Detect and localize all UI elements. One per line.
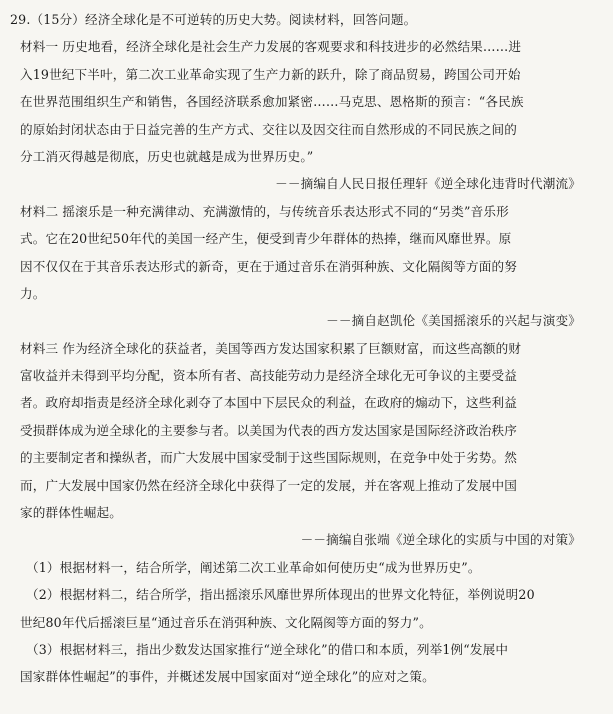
material3-line: 家的群体性崛起。: [20, 505, 122, 521]
sub-question-3: （3）根据材料三，指出少数发达国家推行“逆全球化”的借口和本质，列举1例“发展中: [26, 641, 509, 657]
material3-line: 材料三 作为经济全球化的获益者，美国等西方发达国家积累了巨额财富，而这些高额的财: [20, 340, 522, 356]
material3-line: 富收益并未得到平均分配，资本所有者、高技能劳动力是经济全球化无可争议的主要受益: [20, 368, 518, 384]
material1-line: 材料一 历史地看，经济全球化是社会生产力发展的客观要求和科技进步的必然结果……进: [20, 39, 522, 55]
sub-questions: [10, 554, 601, 691]
material3-line: 而，广大发展中国家仍然在经济全球化中获得了一定的发展，并在客观上推动了发展中国: [20, 477, 518, 493]
material-two: [10, 198, 601, 335]
material1-line: 的原始封闭状态由于日益完善的生产方式、交往以及因交往而自然形成的不同民族之间的: [20, 121, 518, 137]
material3-source: －－摘编自张端《逆全球化的实质与中国的对策》: [300, 532, 581, 548]
material-one: [10, 33, 601, 197]
material3-line: 受损群体成为逆全球化的主要参与者。以美国为代表的西方发达国家是国际经济政治秩序: [20, 422, 518, 438]
material-three: [10, 335, 601, 554]
material2-line: 式。它在20世纪50年代的美国一经产生，便受到青少年群体的热捧，继而风靡世界。原: [20, 231, 512, 247]
material3-line: 者。政府却指责是经济全球化剥夺了本国中下层民众的利益，在政府的煽动下，这些利益: [20, 395, 518, 411]
material2-source: －－摘自赵凯伦《美国摇滚乐的兴起与演变》: [326, 313, 581, 329]
sub-question-1: （1）根据材料一，结合所学，阐述第二次工业革命如何使历史“成为世界历史”。: [26, 559, 481, 575]
sub-question-2: （2）根据材料二，结合所学，指出摇滚乐风靡世界所体现出的世界文化特征，举例说明20: [26, 587, 535, 603]
material1-line: 入19世纪下半叶，第二次工业革命实现了生产力新的跃升，除了商品贸易，跨国公司开始: [20, 66, 521, 82]
material2-line: 因不仅仅在于其音乐表达形式的新奇，更在于通过音乐在消弭种族、文化隔阂等方面的努: [20, 258, 518, 274]
sub-question-3-cont: 国家群体性崛起”的事件，并概述发展中国家面对“逆全球化”的应对之策。: [20, 669, 435, 685]
material2-line: 力。: [20, 285, 46, 301]
question-header: 29.（15分）经济全球化是不可逆转的历史大势。阅读材料，回答问题。: [10, 12, 417, 27]
material1-line: 分工消灭得越是彻底，历史也就越是成为世界历史。”: [20, 148, 314, 164]
material1-line: 在世界范围组织生产和销售，各国经济联系愈加紧密……马克思、恩格斯的预言：“各民族: [20, 94, 524, 110]
material3-line: 的主要制定者和操纵者，而广大发展中国家受制于这些国际规则，在竞争中处于劣势。然: [20, 450, 518, 466]
sub-question-2-cont: 世纪80年代后摇滚巨星“通过音乐在消弭种族、文化隔阂等方面的努力”。: [20, 614, 432, 630]
material2-line: 材料二 摇滚乐是一种充满律动、充满激情的，与传统音乐表达形式不同的“另类”音乐形: [20, 203, 509, 219]
material1-source: －－摘编自人民日报任理轩《逆全球化违背时代潮流》: [275, 176, 581, 192]
